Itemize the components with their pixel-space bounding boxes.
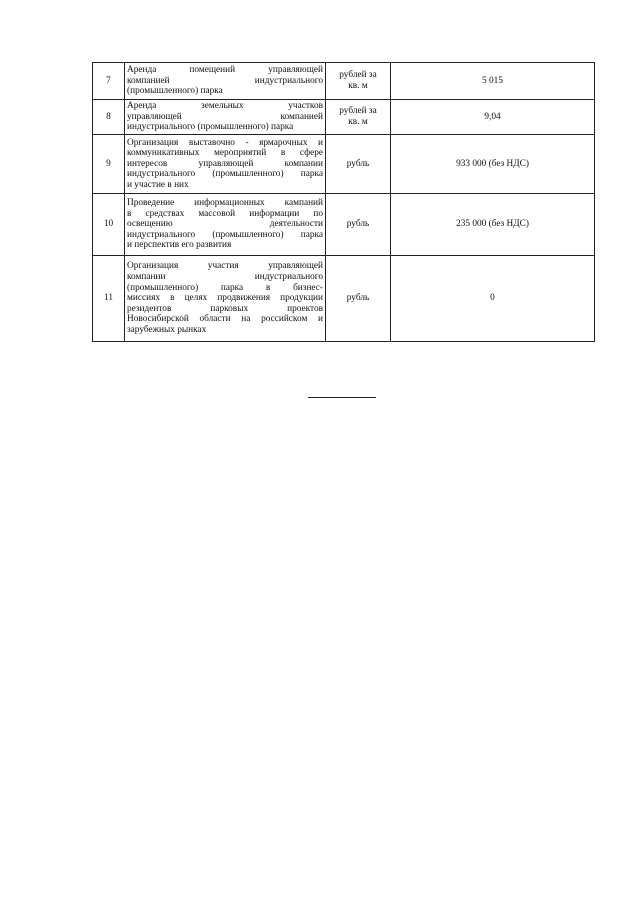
tariff-value: 5 015 [391,63,595,100]
row-number: 8 [93,100,125,135]
service-name [125,63,326,100]
service-name [125,100,326,135]
tariff-value: 933 000 (без НДС) [391,135,595,194]
unit-line: кв. м [348,81,368,91]
service-name-line: Организация выставочно - ярмарочных и [127,137,323,148]
service-name-line: Аренда помещений управляющей [127,65,323,76]
row-number: 7 [93,63,125,100]
service-name-line: Организация участия управляющей [127,261,323,272]
service-name [125,256,326,342]
table-row [93,256,595,342]
service-name-line: индустриального (промышленного) парка [127,229,323,240]
tariff-table [92,62,595,342]
table-row [93,135,595,194]
table-row [93,194,595,256]
unit-line: рублей за [339,70,377,81]
service-name-line: Новосибирской области на российском и [127,314,323,325]
row-number: 9 [93,135,125,194]
table-row [93,100,595,135]
service-name [125,135,326,194]
service-name [125,194,326,256]
table-row [93,63,595,100]
service-name-line: (промышленного) парка [127,86,223,97]
unit-of-measure [326,63,391,100]
tariff-value: 0 [391,256,595,342]
unit-of-measure [326,100,391,135]
service-name-line: зарубежных рынках [127,324,207,335]
unit-of-measure [326,135,391,194]
service-name-line: интересов управляющей компании [127,158,323,169]
unit-line: рубль [346,158,370,169]
unit-line: рублей за [339,106,377,117]
unit-line: кв. м [348,117,368,127]
end-divider-line [308,397,376,398]
service-name-line: Аренда земельных участков [127,101,323,112]
row-number: 10 [93,194,125,256]
service-name-line: индустриального (промышленного) парка [127,122,294,133]
row-number: 11 [93,256,125,342]
service-name-line: и участие в них [127,179,189,190]
unit-of-measure [326,256,391,342]
service-name-line: резидентов парковых проектов [127,303,323,314]
service-name-line: освещению деятельности [127,219,323,230]
unit-line: рубль [346,293,370,304]
service-name-line: в средствах массовой информации по [127,208,323,219]
tariff-value: 235 000 (без НДС) [391,194,595,256]
service-name-line: управляющей компанией [127,111,323,122]
service-name-line: коммуникативных мероприятий в сфере [127,148,323,159]
service-name-line: компании индустриального [127,272,323,283]
unit-line: рубль [346,219,370,230]
service-name-line: (промышленного) парка в бизнес- [127,282,323,293]
service-name-line: компанией индустриального [127,75,323,86]
table-body [93,63,595,342]
service-name-line: и перспектив его развития [127,240,232,251]
service-name-line: миссиях в целях продвижения продукции [127,293,323,304]
unit-of-measure [326,194,391,256]
service-name-line: Проведение информационных кампаний [127,198,323,209]
service-name-line: индустриального (промышленного) парка [127,169,323,180]
tariff-value: 9,04 [391,100,595,135]
